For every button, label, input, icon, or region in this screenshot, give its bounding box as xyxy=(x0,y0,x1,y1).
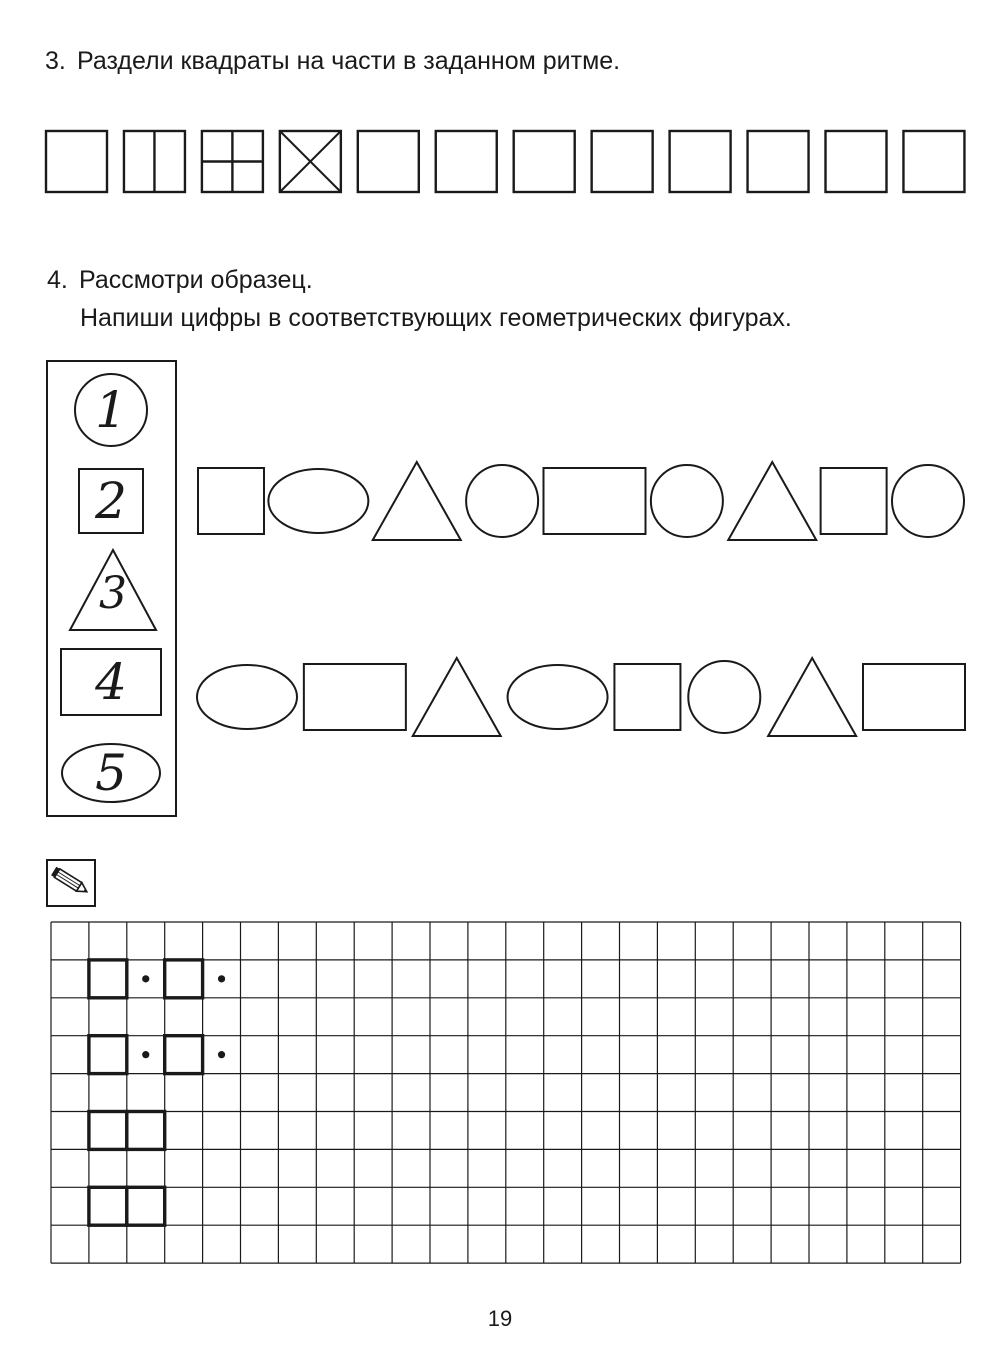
legend-circle xyxy=(75,374,147,446)
legend-square xyxy=(79,469,143,533)
rhythm-squares-row xyxy=(46,131,964,192)
rhythm-square-cross xyxy=(202,131,263,192)
pattern-square xyxy=(127,1112,165,1150)
notebook-grid xyxy=(51,922,961,1263)
rhythm-square-empty xyxy=(826,131,887,192)
pencil-icon xyxy=(48,861,94,905)
shapes-row-2 xyxy=(197,658,965,736)
oval-shape xyxy=(268,469,368,533)
legend-digit-3: 3 xyxy=(99,568,127,619)
pattern-square xyxy=(89,1112,127,1150)
rhythm-square-empty xyxy=(903,131,964,192)
square-shape xyxy=(614,664,680,730)
pattern-dot xyxy=(142,1051,149,1058)
triangle-shape xyxy=(373,462,461,540)
triangle-shape xyxy=(768,658,856,736)
rectangle-shape xyxy=(544,468,646,534)
task-3-number: 3. xyxy=(45,47,66,75)
shapes-row-1 xyxy=(198,462,964,540)
rhythm-square-empty xyxy=(436,131,497,192)
legend-digit-1: 1 xyxy=(95,381,127,439)
legend-digit-4: 4 xyxy=(95,653,127,711)
rhythm-square-empty xyxy=(592,131,653,192)
legend-digit-2: 2 xyxy=(95,472,127,530)
pattern-dot xyxy=(218,1051,225,1058)
circle-shape xyxy=(892,465,964,537)
page-number: 19 xyxy=(487,1306,513,1331)
task-4-line1: Рассмотри образец. xyxy=(79,266,313,294)
task-3-text: Раздели квадраты на части в заданном ритме. xyxy=(77,47,621,75)
pattern-square xyxy=(89,1187,127,1225)
square-shape xyxy=(198,468,264,534)
square-shape xyxy=(821,468,887,534)
legend-oval xyxy=(62,744,160,802)
task-4-number: 4. xyxy=(47,266,68,294)
circle-shape xyxy=(651,465,723,537)
sample-legend xyxy=(47,361,176,816)
circle-shape xyxy=(466,465,538,537)
pattern-square xyxy=(89,1036,127,1074)
pattern-square xyxy=(165,960,203,998)
pattern-square xyxy=(165,1036,203,1074)
pattern-square xyxy=(89,960,127,998)
oval-shape xyxy=(197,665,297,729)
rhythm-square-vertical-half xyxy=(124,131,185,192)
rhythm-square-diagonal-cross xyxy=(280,131,341,192)
rhythm-square-empty xyxy=(358,131,419,192)
legend-rectangle xyxy=(61,649,161,715)
triangle-shape xyxy=(728,462,816,540)
rectangle-shape xyxy=(863,664,965,730)
circle-shape xyxy=(688,661,760,733)
rhythm-square-empty xyxy=(670,131,731,192)
rhythm-square-empty xyxy=(46,131,107,192)
rectangle-shape xyxy=(304,664,406,730)
pencil-icon-box xyxy=(46,859,96,907)
legend-digit-5: 5 xyxy=(95,744,127,802)
pattern-dot xyxy=(142,975,149,982)
oval-shape xyxy=(508,665,608,729)
rhythm-square-empty xyxy=(748,131,809,192)
triangle-shape xyxy=(413,658,501,736)
legend-triangle xyxy=(70,550,156,630)
pattern-square xyxy=(127,1187,165,1225)
pattern-dot xyxy=(218,975,225,982)
task-4-line2: Напиши цифры в соответствующих геометрических фигурах. xyxy=(80,304,792,332)
grid-pattern xyxy=(89,960,225,1225)
rhythm-square-empty xyxy=(514,131,575,192)
